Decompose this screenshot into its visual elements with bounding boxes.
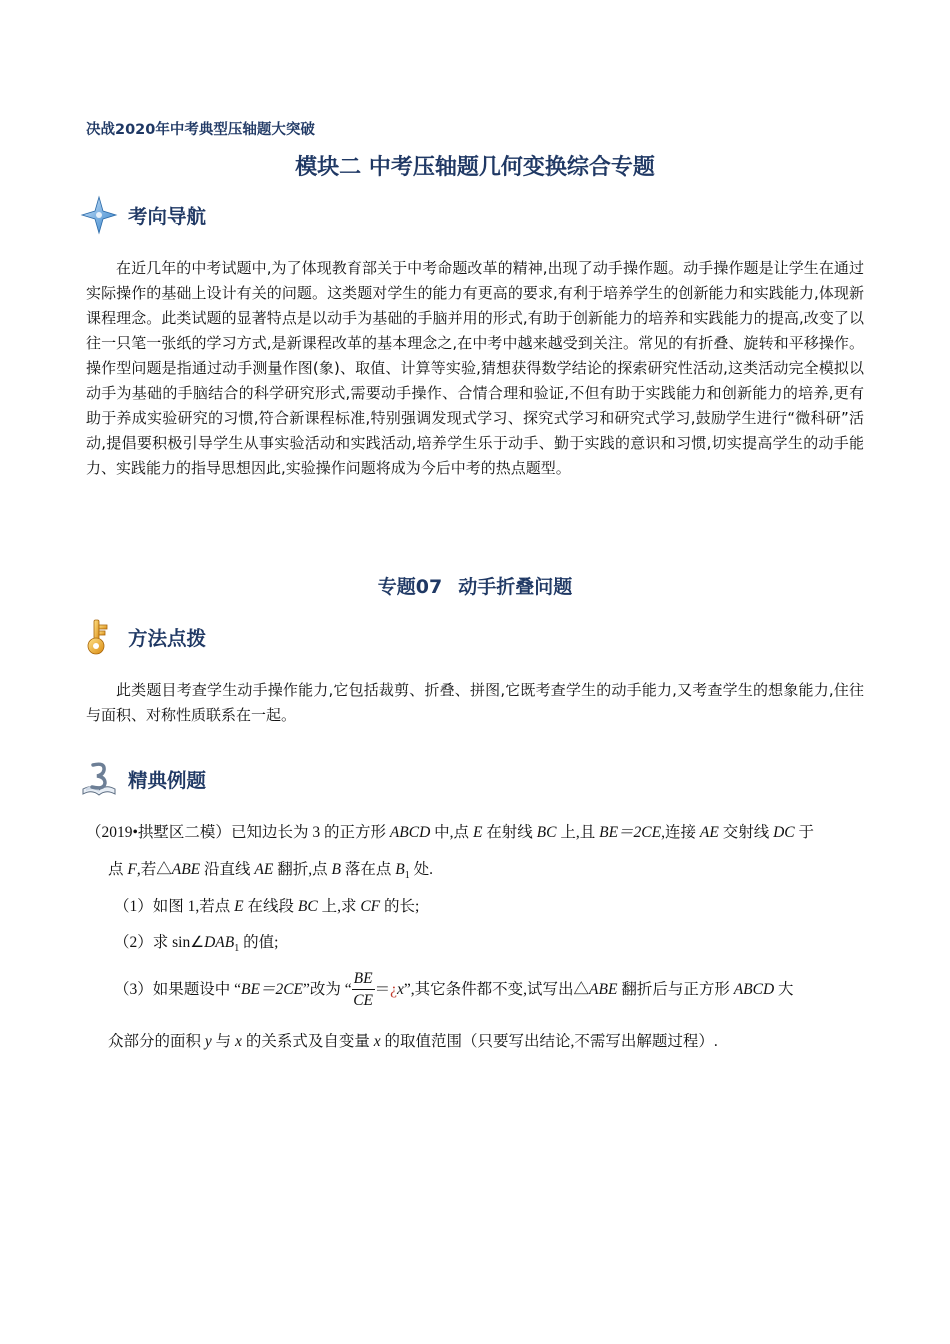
section-label: 方法点拨 xyxy=(128,627,207,650)
section-label: 精典例题 xyxy=(128,769,207,792)
subquestion-2: （2）求 $\sin\angle DAB_1$ 的值; xyxy=(114,934,279,955)
topic-number: 专题07 xyxy=(377,576,443,598)
section-label: 考向导航 xyxy=(128,205,207,228)
section-heading-nav xyxy=(80,195,206,235)
key-icon xyxy=(80,617,118,657)
module-title: 模块二 中考压轴题几何变换综合专题 xyxy=(295,155,655,180)
fraction-be-over-ce: $\frac{BE}{CE}$ xyxy=(353,969,374,1009)
problem-line-2: 点 F,若△ABE 沿直线 AE 翻折,点 B 落在点 $B_1$ 处. xyxy=(108,861,433,882)
subquestion-1: （1）如图 1,若点 E 在线段 BC 上,求 CF 的长; xyxy=(114,898,420,915)
section-heading-examples xyxy=(80,759,206,799)
intro-paragraph: 在近几年的中考试题中,为了体现教育部关于中考命题改革的精神,出现了动手操作题。动手操作题是让学生在通过实际操作的基础上设计有关的问题。这类题对学生的能力有更高的要求,有利于培养学生的创新能力和实践能力,体现新课程理念。此类试题的显著特点是以动手为基础的手脑并用的形式,有助于创新能力的培养和实践能力的提高,改变了以往一只笔一张纸的学习方式,是新课程改革的基本理念之,在中考中越来越受到关注。常见的有折叠、旋转和平移操作。操作型问题是指通过动手测量作图(象)、取值、计算等实验,猜想获得数学结论的探索研究性活动,这类活动完全模拟以动手为基础的手脑结合的科学研究形式,需要动手操作、合情合理和验证,不但有助于实践能力和创新能力的培养,更有助于养成实验研究的习惯,符合新课程标准,特别强调发现式学习、探究式学习和研究式学习,鼓励学生进行“微科研”活动,提倡要积极引导学生从事实验活动和实践活动,培养学生乐于动手、勤于实践的意识和习惯,切实提高学生的动手能力、实践能力的指导思想因此,实验操作问题将成为今后中考的热点题型。 xyxy=(86,259,864,477)
method-paragraph: 此类题目考查学生动手操作能力,它包括裁剪、折叠、拼图,它既考查学生的动手能力,又考查学生的想象能力,住往与面积、对称性质联系在一起。 xyxy=(86,681,864,724)
sparkle-star-icon xyxy=(80,195,118,235)
topic-title xyxy=(0,572,950,599)
subquestion-3: （3）如果题设中 “BE＝2CE”改为 “ $\frac{BE}{CE}$ ＝¿x”,其它条件都不变,试写出△ABE 翻折后与正方形 ABCD 大 xyxy=(114,968,870,1012)
series-header: 决战2020年中考典型压轴题大突破 xyxy=(86,122,315,138)
problem-line-1: （2019•拱墅区二模）已知边长为 3 的正方形 ABCD 中,点 E 在射线 BC 上,且 BE＝2CE,连接 AE 交射线 DC 于 xyxy=(86,824,815,841)
subquestion-3-line-2: 众部分的面积 y 与 x 的关系式及自变量 x 的取值范围（只要写出结论,不需写出解题过程）. xyxy=(108,1033,718,1050)
open-book-icon xyxy=(80,759,118,799)
topic-name: 动手折叠问题 xyxy=(458,576,573,598)
broken-glyph: ¿ xyxy=(390,981,397,998)
section-heading-method xyxy=(80,617,206,657)
